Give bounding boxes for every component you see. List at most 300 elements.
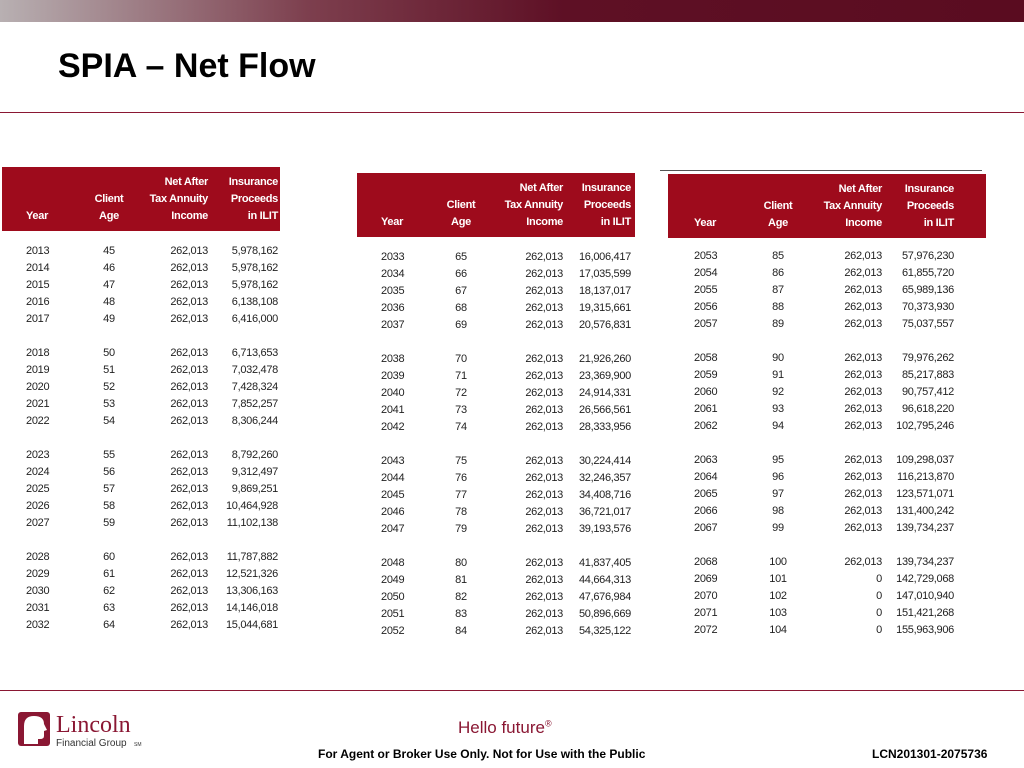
header-client-age: Client Age [94,193,124,222]
cell-year: 2048 [381,557,405,569]
cell-year: 2065 [694,487,718,500]
cell-year: 2068 [694,556,718,568]
cell-proceeds: 7,032,478 [231,363,278,376]
cell-net-income: 262,013 [844,352,882,364]
table-row [357,521,635,538]
cell-proceeds: 8,306,244 [231,414,278,427]
cell-proceeds: 10,464,928 [225,499,278,512]
table-row [668,401,986,418]
cell-proceeds: 19,315,661 [578,301,631,314]
cell-proceeds: 65,989,136 [901,283,954,296]
cell-proceeds: 23,369,900 [578,369,631,382]
cell-net-income: 262,013 [844,266,882,279]
table-row [668,520,986,537]
cell-client-age: 101 [769,572,787,585]
cell-client-age: 70 [455,353,467,365]
header-year: Year [694,217,717,229]
cell-net-income: 262,013 [525,573,563,586]
header-year: Year [26,210,49,222]
cell-net-income: 262,013 [525,386,563,399]
cell-net-income: 262,013 [170,618,208,631]
cell-client-age: 89 [772,317,784,330]
cell-proceeds: 9,869,251 [231,482,278,495]
table-row [2,260,280,277]
cell-client-age: 83 [455,607,467,620]
header-proceeds: Insurance Proceeds in ILIT [228,176,278,222]
cell-net-income: 262,013 [844,487,882,500]
table-row [2,549,280,566]
cell-client-age: 47 [103,278,115,291]
cell-proceeds: 17,035,599 [578,267,631,280]
table-header [2,167,280,231]
table-row [668,554,986,571]
logo-sm: SM [134,742,142,748]
table-row [668,588,986,605]
cell-client-age: 99 [772,521,784,534]
header-net-income: Net After Tax Annuity Income [504,182,563,228]
cell-year: 2043 [381,455,405,467]
cell-proceeds: 7,852,257 [231,397,278,410]
cell-year: 2064 [694,470,718,483]
cell-client-age: 93 [772,402,784,415]
cell-net-income: 262,013 [170,295,208,308]
cell-year: 2025 [26,482,50,495]
table-row [357,419,635,436]
cell-client-age: 79 [455,522,467,535]
table-row [2,362,280,379]
header-client-age: Client Age [446,199,476,228]
cell-client-age: 50 [103,347,115,359]
lincoln-logo [18,710,158,750]
table-row [357,317,635,334]
table-row [357,351,635,368]
table-row [2,600,280,617]
cell-client-age: 67 [455,284,467,297]
table-row [357,453,635,470]
cell-year: 2046 [381,505,405,518]
table-row [668,248,986,265]
title-divider [0,112,1024,113]
cell-net-income: 262,013 [170,380,208,393]
cell-proceeds: 12,521,326 [225,567,278,580]
cell-net-income: 262,013 [844,300,882,313]
table-header [357,173,635,237]
cell-year: 2045 [381,488,405,501]
cell-proceeds: 57,976,230 [901,250,954,262]
cell-client-age: 49 [103,312,115,325]
cell-year: 2014 [26,261,50,274]
cell-year: 2059 [694,368,718,381]
cell-proceeds: 155,963,906 [896,623,954,636]
cell-year: 2013 [26,245,50,257]
cell-net-income: 262,013 [170,312,208,325]
cell-proceeds: 5,978,162 [231,261,278,274]
cell-client-age: 74 [455,420,467,433]
cell-proceeds: 109,298,037 [896,454,954,466]
cell-proceeds: 20,576,831 [578,318,631,331]
table-row [668,418,986,435]
cell-proceeds: 41,837,405 [578,557,631,569]
cell-year: 2047 [381,522,405,535]
cell-year: 2039 [381,369,405,382]
cell-proceeds: 75,037,557 [901,317,954,330]
cell-net-income: 262,013 [525,557,563,569]
cell-client-age: 46 [103,261,115,274]
cell-client-age: 97 [772,487,784,500]
table-row [2,311,280,328]
cell-net-income: 262,013 [170,261,208,274]
cell-client-age: 61 [103,567,115,580]
cell-net-income: 262,013 [525,488,563,501]
cell-proceeds: 6,138,108 [231,295,278,308]
cell-proceeds: 139,734,237 [896,556,954,568]
cell-net-income: 262,013 [170,584,208,597]
cell-client-age: 48 [103,295,115,308]
cell-year: 2038 [381,353,405,365]
cell-year: 2072 [694,623,718,636]
cell-client-age: 58 [103,499,115,512]
table-row [357,300,635,317]
cell-proceeds: 28,333,956 [578,420,631,433]
table-row [2,277,280,294]
cell-year: 2020 [26,380,50,393]
cell-proceeds: 123,571,071 [896,487,954,500]
table-row [668,265,986,282]
cell-year: 2015 [26,278,50,291]
cell-proceeds: 15,044,681 [225,618,278,631]
cell-proceeds: 32,246,357 [578,471,631,484]
tagline-text: Hello future [458,718,545,737]
cell-client-age: 96 [772,470,784,483]
table-row [668,571,986,588]
cell-year: 2042 [381,420,405,433]
cell-net-income: 262,013 [844,283,882,296]
disclaimer: For Agent or Broker Use Only. Not for Use with the Public [318,747,646,761]
table-row [357,504,635,521]
cell-client-age: 98 [772,504,784,517]
cell-net-income: 0 [876,572,882,585]
cell-client-age: 73 [455,403,467,416]
table-row [2,566,280,583]
table-row [2,498,280,515]
table-row [2,464,280,481]
cell-year: 2024 [26,465,50,478]
cell-year: 2051 [381,607,405,620]
cell-year: 2031 [26,601,50,614]
cell-client-age: 104 [769,623,787,636]
cell-proceeds: 36,721,017 [578,505,631,518]
cell-client-age: 54 [103,414,115,427]
cell-proceeds: 44,664,313 [578,573,631,586]
cell-net-income: 262,013 [525,353,563,365]
cell-net-income: 262,013 [525,403,563,416]
cell-net-income: 262,013 [844,368,882,381]
cell-net-income: 262,013 [525,522,563,535]
cell-net-income: 262,013 [170,414,208,427]
table-row [668,316,986,333]
cell-proceeds: 47,676,984 [578,590,631,603]
cell-net-income: 262,013 [525,471,563,484]
cell-proceeds: 90,757,412 [901,385,954,398]
cell-net-income: 262,013 [525,251,563,263]
table-row [357,470,635,487]
cell-net-income: 0 [876,589,882,602]
cell-client-age: 55 [103,449,115,461]
cell-client-age: 68 [455,301,467,314]
cell-year: 2028 [26,551,50,563]
cell-year: 2017 [26,312,50,325]
cell-client-age: 72 [455,386,467,399]
cell-net-income: 262,013 [844,470,882,483]
table-row [668,299,986,316]
cell-year: 2016 [26,295,50,308]
cell-year: 2070 [694,589,718,602]
table-row [668,367,986,384]
cell-client-age: 59 [103,516,115,529]
cell-net-income: 262,013 [170,601,208,614]
cell-year: 2053 [694,250,718,262]
cell-proceeds: 39,193,576 [578,522,631,535]
cell-net-income: 262,013 [525,607,563,620]
cell-proceeds: 102,795,246 [896,419,954,432]
cell-year: 2027 [26,516,50,529]
cell-proceeds: 147,010,940 [896,589,954,602]
cell-net-income: 262,013 [844,250,882,262]
cell-client-age: 88 [772,300,784,313]
cell-client-age: 92 [772,385,784,398]
table-row [668,282,986,299]
cell-net-income: 262,013 [844,521,882,534]
cell-net-income: 262,013 [170,516,208,529]
cell-client-age: 85 [772,250,784,262]
cell-net-income: 262,013 [525,267,563,280]
cell-client-age: 77 [455,488,467,501]
cell-year: 2066 [694,504,718,517]
cell-proceeds: 61,855,720 [901,266,954,279]
cell-client-age: 76 [455,471,467,484]
cell-client-age: 71 [455,369,467,382]
cell-client-age: 95 [772,454,784,466]
cell-net-income: 262,013 [525,369,563,382]
cell-net-income: 262,013 [170,278,208,291]
cell-client-age: 65 [455,251,467,263]
header-net-income: Net After Tax Annuity Income [823,183,882,229]
cell-client-age: 86 [772,266,784,279]
lincoln-profile-icon [18,712,50,746]
cell-net-income: 262,013 [844,504,882,517]
table-row [2,345,280,362]
cell-net-income: 262,013 [525,301,563,314]
table-row [2,515,280,532]
cell-client-age: 87 [772,283,784,296]
table-row [357,555,635,572]
table-row [668,503,986,520]
document-code: LCN201301-2075736 [872,747,988,761]
cell-year: 2058 [694,352,718,364]
cell-client-age: 103 [769,606,787,619]
cell-proceeds: 85,217,883 [901,368,954,381]
cell-net-income: 262,013 [844,317,882,330]
table-row [668,622,986,639]
top-band [0,0,1024,22]
cell-proceeds: 11,102,138 [226,516,278,529]
cell-client-age: 102 [769,589,787,602]
cell-proceeds: 79,976,262 [901,352,954,364]
cell-net-income: 262,013 [170,499,208,512]
logo-name: Lincoln [56,712,131,738]
cell-proceeds: 6,713,653 [231,347,278,359]
cell-client-age: 90 [772,352,784,364]
cell-net-income: 262,013 [525,420,563,433]
cell-year: 2067 [694,521,718,534]
cell-client-age: 53 [103,397,115,410]
table-row [668,350,986,367]
table-row [2,481,280,498]
cell-year: 2056 [694,300,718,313]
table-row [2,294,280,311]
cell-net-income: 262,013 [170,482,208,495]
cell-client-age: 94 [772,419,784,432]
cell-proceeds: 116,213,870 [896,470,954,483]
table-row [2,396,280,413]
cell-client-age: 75 [455,455,467,467]
cell-net-income: 262,013 [844,385,882,398]
table-row [357,606,635,623]
cell-net-income: 262,013 [170,567,208,580]
cell-year: 2022 [26,414,50,427]
cell-proceeds: 151,421,268 [896,606,954,619]
table-row [668,605,986,622]
cell-year: 2033 [381,251,405,263]
table-row [2,583,280,600]
cell-proceeds: 54,325,122 [578,624,631,637]
cell-year: 2034 [381,267,405,280]
cell-proceeds: 50,896,669 [578,607,631,620]
cell-net-income: 0 [876,623,882,636]
cell-net-income: 262,013 [844,419,882,432]
header-net-income: Net After Tax Annuity Income [149,176,208,222]
table-row [357,249,635,266]
cell-client-age: 66 [455,267,467,280]
cell-year: 2060 [694,385,718,398]
table-row [2,413,280,430]
header-year: Year [381,216,404,228]
cell-proceeds: 24,914,331 [578,386,631,399]
cell-year: 2026 [26,499,50,512]
table-row [2,617,280,634]
cell-proceeds: 8,792,260 [231,449,278,461]
cell-proceeds: 11,787,882 [226,551,278,563]
cell-client-age: 84 [455,624,467,637]
table-row [357,368,635,385]
cell-proceeds: 34,408,716 [578,488,631,501]
cell-client-age: 80 [455,557,467,569]
cell-proceeds: 14,146,018 [225,601,278,614]
cell-net-income: 0 [876,606,882,619]
cell-year: 2055 [694,283,718,296]
table-row [357,402,635,419]
cell-client-age: 60 [103,551,115,563]
cell-client-age: 82 [455,590,467,603]
cell-year: 2019 [26,363,50,376]
tagline [458,718,552,738]
table-row [2,447,280,464]
cell-net-income: 262,013 [525,590,563,603]
cell-net-income: 262,013 [844,402,882,415]
cell-client-age: 56 [103,465,115,478]
cell-year: 2061 [694,402,718,415]
cell-net-income: 262,013 [525,318,563,331]
cell-year: 2037 [381,318,405,331]
cell-year: 2029 [26,567,50,580]
cell-proceeds: 18,137,017 [578,284,631,297]
cell-year: 2021 [26,397,50,410]
cell-proceeds: 96,618,220 [901,402,954,415]
header-client-age: Client Age [763,200,793,229]
cell-net-income: 262,013 [844,454,882,466]
cell-year: 2052 [381,624,405,637]
cell-net-income: 262,013 [844,556,882,568]
cell-proceeds: 7,428,324 [231,380,278,393]
cell-year: 2057 [694,317,718,330]
table-row [2,379,280,396]
table-row [668,469,986,486]
cell-year: 2049 [381,573,405,586]
cell-client-age: 81 [455,573,467,586]
table-row [357,283,635,300]
cell-client-age: 100 [769,556,787,568]
cell-year: 2041 [381,403,405,416]
cell-client-age: 69 [455,318,467,331]
cell-net-income: 262,013 [170,347,208,359]
cell-year: 2032 [26,618,50,631]
cell-net-income: 262,013 [170,397,208,410]
cell-client-age: 91 [772,368,784,381]
header-proceeds: Insurance Proceeds in ILIT [581,182,631,228]
cell-year: 2035 [381,284,405,297]
cell-net-income: 262,013 [170,551,208,563]
cell-year: 2040 [381,386,405,399]
cell-client-age: 62 [103,584,115,597]
cell-net-income: 262,013 [525,505,563,518]
cell-year: 2063 [694,454,718,466]
cell-proceeds: 6,416,000 [231,312,278,325]
footer-divider [0,690,1024,691]
table-row [357,572,635,589]
table-row [2,243,280,260]
table-row [357,385,635,402]
cell-year: 2054 [694,266,718,279]
tagline-mark: ® [544,718,552,729]
cell-client-age: 78 [455,505,467,518]
table-row [357,589,635,606]
page-title: SPIA – Net Flow [58,47,316,85]
cell-proceeds: 30,224,414 [578,455,631,467]
cell-proceeds: 26,566,561 [578,403,631,416]
cell-net-income: 262,013 [170,245,208,257]
cell-proceeds: 5,978,162 [231,245,278,257]
cell-year: 2062 [694,419,718,432]
logo-sub: Financial Group [56,738,127,749]
cell-proceeds: 21,926,260 [578,353,631,365]
cell-client-age: 57 [103,482,115,495]
cell-net-income: 262,013 [170,449,208,461]
cell-proceeds: 13,306,163 [225,584,278,597]
cell-proceeds: 142,729,068 [896,572,954,585]
cell-client-age: 52 [103,380,115,393]
cell-client-age: 51 [103,363,115,376]
cell-year: 2071 [694,606,718,619]
